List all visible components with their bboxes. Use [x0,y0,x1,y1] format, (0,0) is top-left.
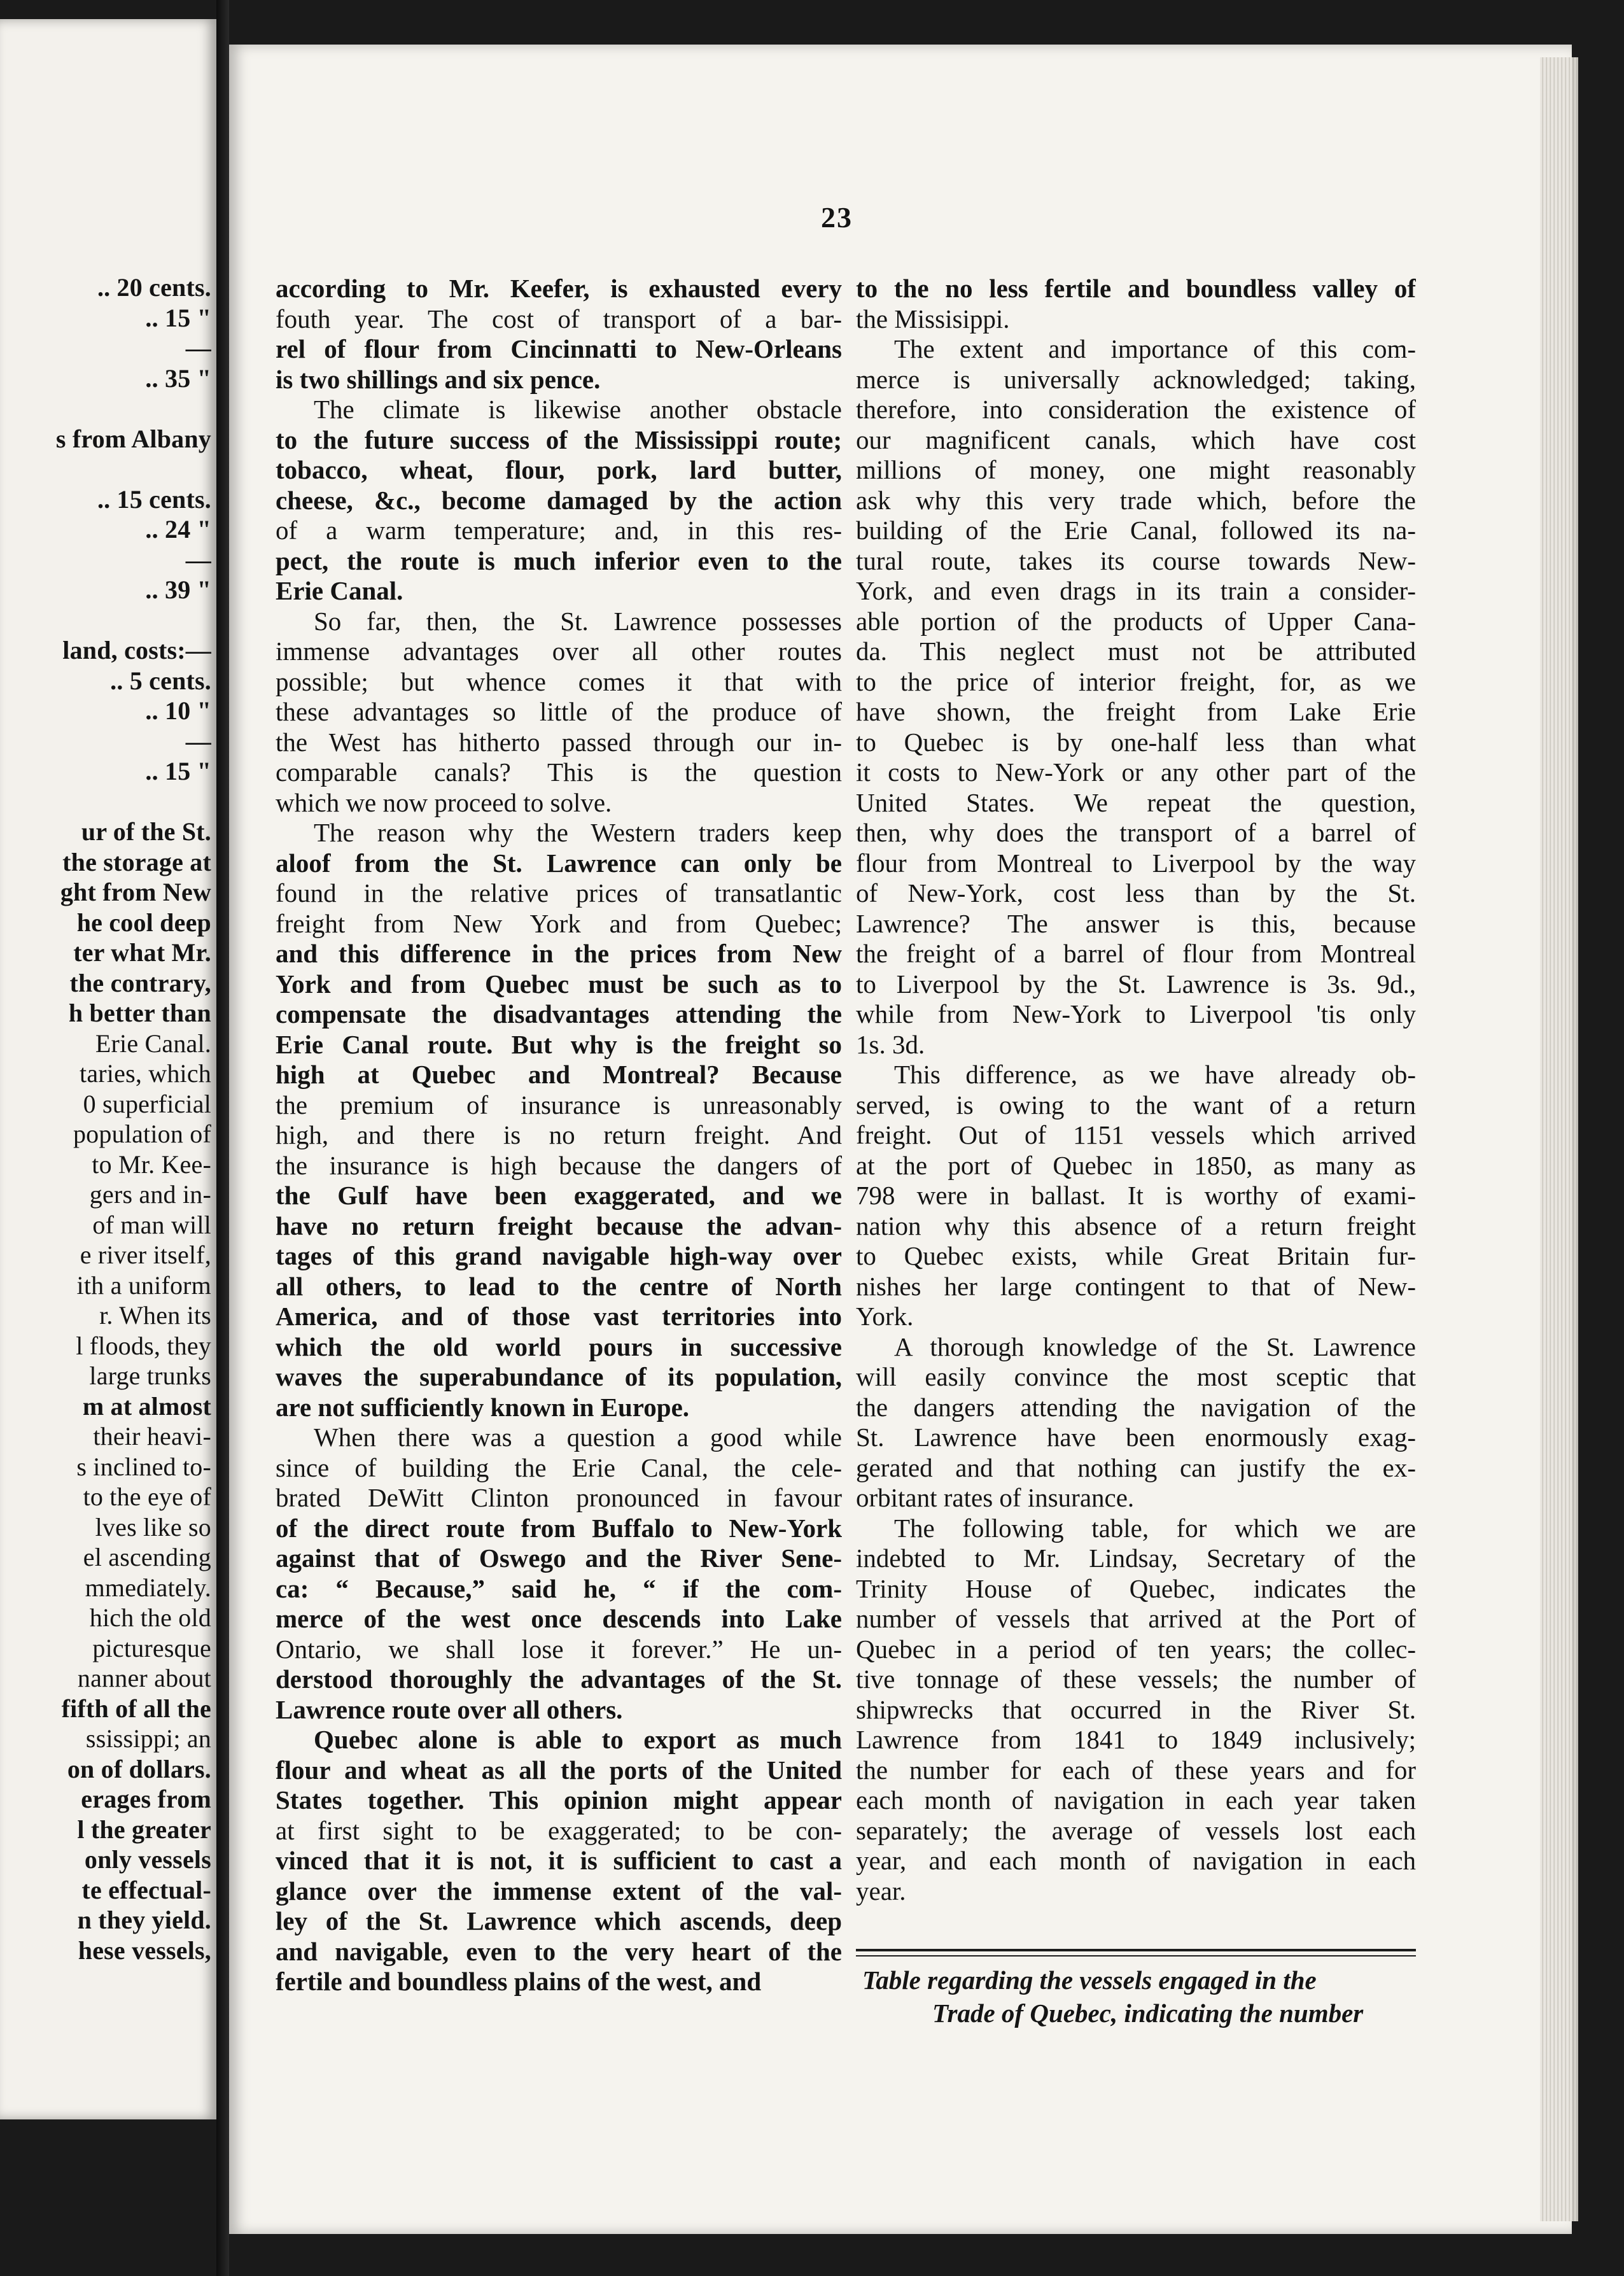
text-line: .. 24 " [145,515,211,544]
text-line: the premium of insurance is unreasonably [276,1090,842,1120]
text-column-right [856,274,1416,1906]
text-line: found in the relative prices of transatlantic [276,878,842,908]
text-line: e river itself, [80,1240,211,1269]
text-line: picturesque [92,1633,211,1662]
text-line: York. [856,1302,914,1331]
text-line: and this difference in the prices from New [276,939,842,968]
text-line: to Quebec is by one-half less than what [856,727,1416,757]
section-rule-thin [856,1955,1416,1956]
text-line: nanner about [77,1664,211,1692]
text-line: .. 10 " [145,696,211,725]
text-line: .. 20 cents. [97,273,211,302]
text-line: separately; the average of vessels lost each [856,1815,1416,1845]
section-rule [856,1949,1416,1951]
text-line: are not sufficiently known in Europe. [276,1392,690,1422]
text-line: .. 15 " [145,757,211,785]
text-line: high, and there is no return freight. And [276,1120,842,1149]
text-line: the freight of a barrel of flour from Montreal [856,939,1416,968]
text-line: immense advantages over all other routes [276,636,842,666]
text-line: — [185,545,211,574]
text-line: building of the Erie Canal, followed its na- [856,516,1416,545]
text-line: the insurance is high because the dangers of [276,1150,842,1180]
text-line: high at Quebec and Montreal? Because [276,1060,842,1089]
text-line: When there was a question a good while [314,1422,842,1452]
text-line: comparable canals? This is the question [276,757,842,787]
text-line: r. When its [99,1301,211,1330]
text-line: te effectual- [81,1875,211,1904]
text-line: ith a uniform [76,1270,211,1300]
text-line [0,787,216,817]
text-line: fouth year. The cost of transport of a bar- [276,304,842,334]
text-line: to Quebec exists, while Great Britain fur- [856,1241,1416,1270]
text-line: these advantages so little of the produce of [276,697,842,726]
text-line: erages from [81,1785,211,1813]
text-line: of New-York, cost less than by the St. [856,878,1416,908]
text-line: each month of navigation in each year taken [856,1785,1416,1815]
text-line: is two shillings and six pence. [276,364,601,394]
text-line: mmediately. [85,1573,211,1602]
text-line: A thorough knowledge of the St. Lawrence [894,1331,1416,1361]
text-line: York, and even drags in its train a consider- [856,576,1416,605]
text-line: l the greater [77,1815,211,1844]
text-line: Lawrence route over all others. [276,1694,623,1724]
text-line: the West has hitherto passed through our in- [276,727,842,757]
text-line: Ontario, we shall lose it forever.” He un- [276,1634,842,1664]
text-line: of the direct route from Buffalo to New-York [276,1513,842,1543]
text-line: Quebec in a period of ten years; the collec- [856,1634,1416,1664]
text-line: tive tonnage of these vessels; the number of [856,1664,1416,1694]
text-line: at the port of Quebec in 1850, as many as [856,1150,1416,1180]
text-line: have shown, the freight from Lake Erie [856,697,1416,726]
text-line: then, why does the transport of a barrel of [856,818,1416,847]
text-line: tobacco, wheat, flour, pork, lard butter, [276,455,842,484]
text-line: to Mr. Kee- [92,1149,211,1179]
text-line: able portion of the products of Upper Cana- [856,606,1416,636]
text-line: nishes her large contingent to that of New- [856,1271,1416,1301]
text-line: the number for each of these years and for [856,1755,1416,1785]
text-line: all others, to lead to the centre of North [276,1271,842,1301]
text-line: The climate is likewise another obstacle [314,395,842,424]
text-line: ssissippi; an [85,1724,211,1753]
text-line: pect, the route is much inferior even to the [276,545,842,575]
text-line: and navigable, even to the very heart of the [276,1936,842,1966]
text-line: St. Lawrence have been enormously exag- [856,1422,1416,1452]
text-line: compensate the disadvantages attending the [276,999,842,1029]
previous-page-edge [0,19,216,2119]
text-line: da. This neglect must not be attributed [856,636,1416,666]
text-line: America, and of those vast territories into [276,1302,842,1331]
text-line: el ascending [83,1543,211,1571]
page-stack-edge [1540,57,1578,2221]
text-line: only vessels [84,1845,211,1874]
text-line: it costs to New-York or any other part of the [856,757,1416,787]
text-line: ask why this very trade which, before the [856,485,1416,515]
text-column-left [276,274,842,1997]
text-line: the storage at [62,847,211,876]
text-line: to the eye of [83,1482,211,1511]
text-line: at first sight to be exaggerated; to be con- [276,1815,842,1845]
text-line: nation why this absence of a return freight [856,1211,1416,1240]
text-line: therefore, into consideration the existence of [856,395,1416,424]
text-line: ley of the St. Lawrence which ascends, deep [276,1906,842,1935]
text-line: will easily convince the most sceptic that [856,1362,1416,1391]
text-line: to the price of interior freight, for, as we [856,666,1416,696]
text-line: year. [856,1876,906,1906]
text-line: glance over the immense extent of the val- [276,1876,842,1906]
text-line: ght from New [60,878,211,906]
text-line: tural route, takes its course towards New- [856,545,1416,575]
text-line: — [185,334,211,362]
text-line: fifth of all the [61,1694,211,1723]
text-line: The following table, for which we are [894,1513,1416,1543]
text-line: Lawrence? The answer is this, because [856,908,1416,938]
text-line: derstood thoroughly the advantages of the St. [276,1664,842,1694]
text-line: h better than [68,999,211,1027]
text-line: rel of flour from Cincinnatti to New-Orleans [276,334,842,363]
text-line: fertile and boundless plains of the west, and [276,1967,762,1996]
text-line: brated DeWitt Clinton pronounced in favour [276,1483,842,1512]
text-line: since of building the Erie Canal, the cele- [276,1452,842,1482]
text-line: Erie Canal route. But why is the freight so [276,1029,842,1059]
text-line: which the old world pours in successive [276,1331,842,1361]
text-line: Erie Canal. [276,576,403,605]
text-line: 1s. 3d. [856,1029,925,1059]
text-line: possible; but whence comes it that with [276,666,842,696]
text-line: according to Mr. Keefer, is exhausted every [276,274,842,303]
text-line: orbitant rates of insurance. [856,1483,1135,1512]
text-line: aloof from the St. Lawrence can only be [276,848,842,878]
text-line: of man will [92,1210,211,1239]
text-line: to the no less fertile and boundless valley of [856,274,1416,303]
text-line: land, costs:— [62,636,211,664]
text-line: tages of this grand navigable high-way over [276,1241,842,1270]
text-line: .. 15 " [145,303,211,332]
text-line: year, and each month of navigation in each [856,1846,1416,1875]
text-line: gerated and that nothing can justify the ex- [856,1452,1416,1482]
text-line: The extent and importance of this com- [894,334,1416,363]
text-line: Trinity House of Quebec, indicates the [856,1573,1416,1603]
text-line: Erie Canal. [95,1029,211,1058]
text-line: ur of the St. [81,817,211,846]
text-line: the dangers attending the navigation of the [856,1392,1416,1422]
text-line: merce of the west once descends into Lake [276,1604,842,1633]
text-line: freight. Out of 1151 vessels which arrived [856,1120,1416,1149]
text-line: ter what Mr. [73,938,211,967]
text-line: hese vessels, [78,1935,211,1965]
text-line: indebted to Mr. Lindsay, Secretary of the [856,1543,1416,1573]
text-line: freight from New York and from Quebec; [276,908,842,938]
text-line: 798 were in ballast. It is worthy of exami- [856,1181,1416,1210]
text-line: of a warm temperature; and, in this res- [276,516,842,545]
book-gutter [216,0,229,2276]
text-line: So far, then, the St. Lawrence possesses [314,606,842,636]
text-line: States together. This opinion might appear [276,1785,842,1815]
text-line: lves like so [95,1512,211,1542]
text-line: This difference, as we have already ob- [894,1060,1416,1089]
page-number: 23 [821,201,853,234]
text-line: .. 35 " [145,363,211,393]
table-caption-line: Table regarding the vessels engaged in the [862,1965,1317,1995]
text-line: against that of Oswego and the River Sene- [276,1543,842,1573]
text-line: merce is universally acknowledged; taking, [856,364,1416,394]
text-line: .. 15 cents. [97,484,211,514]
text-line: shipwrecks that occurred in the River St. [856,1694,1416,1724]
table-caption [862,1963,1416,2030]
text-line: l floods, they [76,1331,211,1360]
text-line: our magnificent canals, which have cost [856,425,1416,454]
text-line: vinced that it is not, it is sufficient to cast a [276,1846,842,1875]
text-line: The reason why the Western traders keep [314,818,842,847]
previous-page-text [0,272,216,1965]
text-line: on of dollars. [67,1754,211,1783]
text-line: n they yield. [77,1906,211,1934]
text-line: waves the superabundance of its population, [276,1362,842,1391]
text-line: he cool deep [76,908,211,937]
text-line [0,454,216,484]
text-line: flour and wheat as all the ports of the United [276,1755,842,1785]
text-line: number of vessels that arrived at the Port of [856,1604,1416,1633]
text-line: millions of money, one might reasonably [856,455,1416,484]
text-line: served, is owing to the want of a return [856,1090,1416,1120]
text-line: cheese, &c., become damaged by the action [276,485,842,515]
text-line: — [185,726,211,755]
text-line: .. 39 " [145,575,211,604]
text-line: population of [73,1120,211,1148]
text-line [0,393,216,424]
text-line: hich the old [89,1603,211,1632]
text-line: m at almost [82,1391,211,1421]
text-line: .. 5 cents. [110,666,211,695]
text-line: York and from Quebec must be such as to [276,969,842,999]
text-line: s from Albany [55,424,211,453]
text-line: which we now proceed to solve. [276,787,612,817]
text-line: Lawrence from 1841 to 1849 inclusively; [856,1725,1416,1754]
text-line: large trunks [89,1361,211,1390]
text-line: flour from Montreal to Liverpool by the way [856,848,1416,878]
text-line: the Gulf have been exaggerated, and we [276,1181,842,1210]
table-caption-line: Trade of Quebec, indicating the number [932,1999,1364,2028]
text-line: their heavi- [93,1422,211,1451]
text-line: ca: “ Because,” said he, “ if the com- [276,1573,842,1603]
text-line: the Missisippi. [856,304,1010,334]
text-line: the contrary, [69,968,211,997]
text-line: taries, which [80,1059,211,1088]
text-line: Quebec alone is able to export as much [314,1725,842,1754]
text-line: United States. We repeat the question, [856,787,1416,817]
text-line: to Liverpool by the St. Lawrence is 3s. 9d., [856,969,1416,999]
text-line: s inclined to- [76,1452,211,1481]
text-line: have no return freight because the advan- [276,1211,842,1240]
text-line: to the future success of the Mississippi route; [276,425,842,454]
text-line [0,605,216,636]
text-line: gers and in- [89,1180,211,1209]
text-line: while from New-York to Liverpool 'tis only [856,999,1416,1029]
text-line: 0 superficial [83,1089,211,1118]
